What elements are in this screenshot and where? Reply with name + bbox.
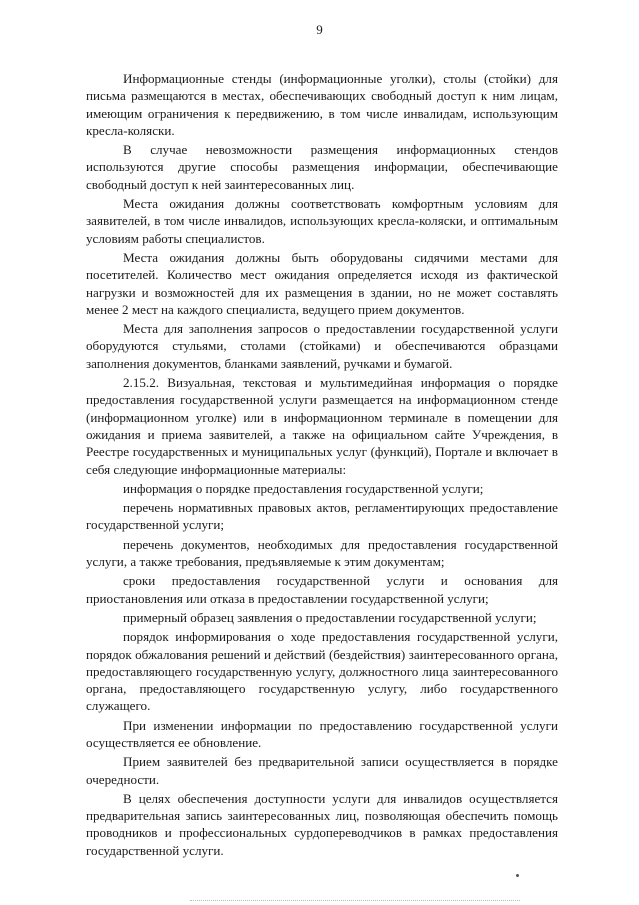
document-body (86, 70, 558, 861)
paragraph: Прием заявителей без предварительной записи осуществляется в порядке очередности. (86, 754, 558, 787)
paragraph: Места ожидания должны соответствовать комфортным условиям для заявителей, в том числе инвалидов, использующих кресла-коляски, и оптимальным условиям работы специалистов. (86, 196, 558, 246)
paragraph: перечень нормативных правовых актов, регламентирующих предоставление государственной услуги; (86, 500, 558, 533)
paragraph: порядок информирования о ходе предоставления государственной услуги, порядок обжалования решений и действий (бездействия) заинтересованного органа, предоставляющего государственную услугу, должностного лица заинтересованного органа, предоставляющего государственную услугу, либо государственного служащего. (86, 629, 558, 714)
paragraph: Места для заполнения запросов о предоставлении государственной услуги оборудуются стульями, столами (стойками) и обеспечиваются образцами заполнения документов, бланками заявлений, ручками и бумагой. (86, 321, 558, 371)
paragraph: сроки предоставления государственной услуги и основания для приостановления или отказа в предоставлении государственной услуги; (86, 573, 558, 606)
paragraph: примерный образец заявления о предоставлении государственной услуги; (123, 609, 537, 625)
page-number: 9 (316, 22, 323, 37)
scan-dot (516, 874, 519, 877)
paragraph: В случае невозможности размещения информационных стендов используются другие способы размещения информации, обеспечивающие свободный доступ к ней заинтересованных лиц. (86, 142, 558, 192)
paragraph: Места ожидания должны быть оборудованы сидячими местами для посетителей. Количество мест ожидания определяется исходя из фактической нагрузки и возможностей для их размещения в здании, но не может составлять менее 2 мест на каждого специалиста, ведущего прием документов. (86, 249, 558, 317)
scan-edge-line (190, 900, 520, 902)
paragraph: информация о порядке предоставления государственной услуги; (123, 480, 484, 496)
paragraph: В целях обеспечения доступности услуги для инвалидов осуществляется предварительная запись заинтересованных лиц, позволяющая обеспечить помощь проводников и профессиональных сурдопереводчиков в рамках предоставления государственной услуги. (86, 790, 558, 858)
paragraph: Информационные стенды (информационные уголки), столы (стойки) для письма размещаются в местах, обеспечивающих свободный доступ к ним лицам, имеющим ограничения к передвижению, в том числе инвалидам, использующим кресла-коляски. (86, 71, 558, 138)
paragraph: При изменении информации по предоставлению государственной услуги осуществляется ее обновление. (86, 717, 558, 750)
paragraph: 2.15.2. Визуальная, текстовая и мультимедийная информация о порядке предоставления государственной услуги размещается на информационном стенде (информационном уголке) или в информационном терминале в помещении для ожидания и приема заявителей, а также на официальном сайте Учреждения, в Реестре государственных и муниципальных услуг (функций), Портале и включает в себя следующие информационные материалы: (86, 375, 558, 477)
paragraph: перечень документов, необходимых для предоставления государственной услуги, а также требования, предъявляемые к этим документам; (86, 536, 558, 570)
